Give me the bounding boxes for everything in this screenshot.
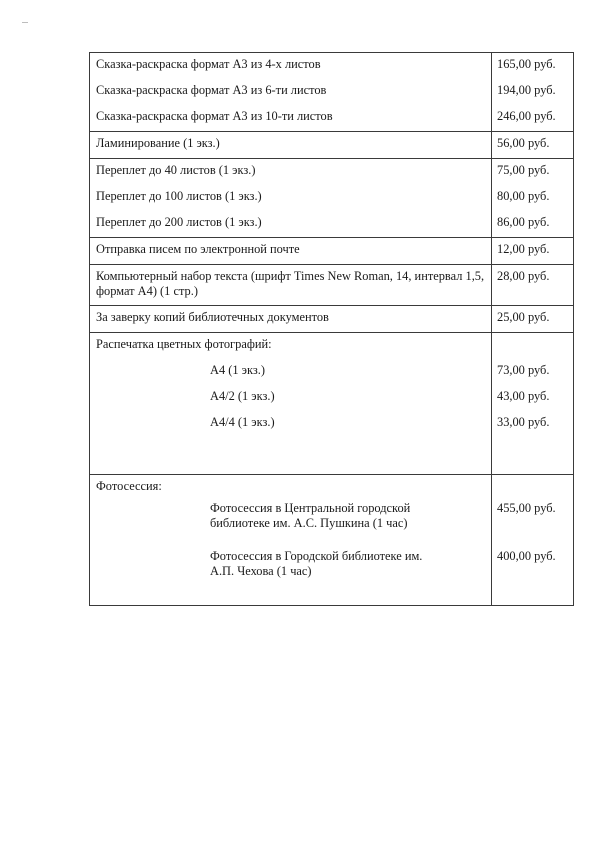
service-item: Сказка-раскраска формат А3 из 6-ти листов: [96, 83, 327, 97]
service-cell: [90, 306, 492, 333]
table-row-color-prints: [90, 333, 574, 475]
price-value: 28,00 руб.: [497, 269, 550, 283]
table-row-typing: [90, 265, 574, 306]
price-value: 86,00 руб.: [497, 215, 550, 229]
price-value: 400,00 руб.: [497, 549, 556, 563]
service-item: Компьютерный набор текста (шрифт Times New Roman, 14, интервал 1,5, формат А4) (1 стр.): [96, 269, 485, 298]
scan-mark: [22, 22, 28, 23]
service-cell: [90, 333, 492, 475]
service-item: Переплет до 40 листов (1 экз.): [96, 163, 256, 177]
service-item: А4/2 (1 экз.): [210, 389, 275, 403]
price-value: 246,00 руб.: [497, 109, 556, 123]
price-value: 455,00 руб.: [497, 501, 556, 515]
section-heading: Распечатка цветных фотографий:: [96, 337, 272, 351]
price-spacer: [492, 333, 573, 359]
service-item: За заверку копий библиотечных документов: [96, 310, 329, 324]
service-cell: [90, 265, 492, 306]
service-item: Сказка-раскраска формат А3 из 10-ти листов: [96, 109, 333, 123]
service-item: Сказка-раскраска формат А3 из 4-х листов: [96, 57, 321, 71]
table-row-email: [90, 238, 574, 265]
price-cell: [492, 238, 574, 265]
price-value: 12,00 руб.: [497, 242, 550, 256]
service-cell: [90, 159, 492, 238]
section-heading: Фотосессия:: [96, 479, 162, 493]
price-value: 194,00 руб.: [497, 83, 556, 97]
price-cell: [492, 333, 574, 475]
service-cell: [90, 53, 492, 132]
service-item: Фотосессия в Центральной городской библиотеке им. А.С. Пушкина (1 час): [210, 501, 411, 530]
table-row-photo-session: [90, 475, 574, 606]
service-cell: [90, 475, 492, 606]
price-value: 56,00 руб.: [497, 136, 550, 150]
service-item: Переплет до 100 листов (1 экз.): [96, 189, 262, 203]
price-cell: [492, 475, 574, 606]
service-item: Отправка писем по электронной почте: [96, 242, 300, 256]
price-list-table: [89, 52, 574, 606]
price-cell: [492, 306, 574, 333]
price-cell: [492, 132, 574, 159]
service-item: А4/4 (1 экз.): [210, 415, 275, 429]
service-cell: [90, 132, 492, 159]
table-row-certification: [90, 306, 574, 333]
price-value: 73,00 руб.: [497, 363, 550, 377]
table-row-coloring-books: [90, 53, 574, 132]
row-spacer: [90, 437, 491, 474]
service-item: Переплет до 200 листов (1 экз.): [96, 215, 262, 229]
price-cell: [492, 265, 574, 306]
price-value: 165,00 руб.: [497, 57, 556, 71]
price-value: 33,00 руб.: [497, 415, 550, 429]
price-value: 75,00 руб.: [497, 163, 550, 177]
price-cell: [492, 53, 574, 132]
price-value: 25,00 руб.: [497, 310, 550, 324]
price-value: 43,00 руб.: [497, 389, 550, 403]
service-item: Ламинирование (1 экз.): [96, 136, 220, 150]
service-cell: [90, 238, 492, 265]
table-row-binding: [90, 159, 574, 238]
service-item: А4 (1 экз.): [210, 363, 265, 377]
price-value: 80,00 руб.: [497, 189, 550, 203]
service-item: Фотосессия в Городской библиотеке им. А.П. Чехова (1 час): [210, 549, 423, 578]
table-row-lamination: [90, 132, 574, 159]
price-cell: [492, 159, 574, 238]
price-spacer: [492, 475, 573, 501]
